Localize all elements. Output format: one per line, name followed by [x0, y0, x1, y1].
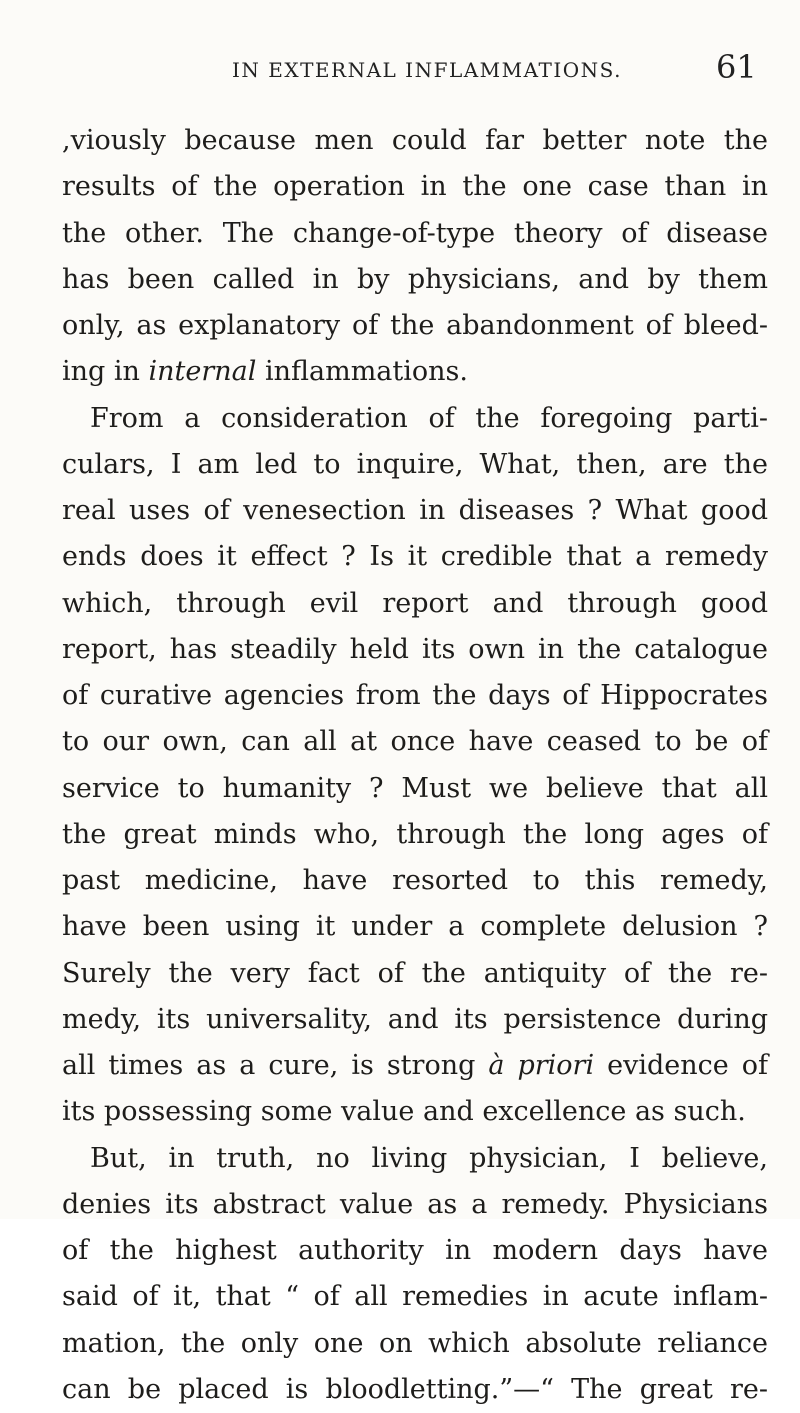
text-line: only, as explanatory of the abandonment of bleed- — [62, 310, 768, 341]
text-line: past medicine, have resorted to this remedy, — [62, 865, 768, 896]
text-line: medy, its universality, and its persistence during — [62, 1003, 768, 1035]
text-line: the great minds who, through the long ages of — [62, 818, 768, 850]
text-line: denies its abstract value as a remedy. Physicians — [62, 1188, 768, 1220]
text-line: of curative agencies from the days of Hippocrates — [62, 680, 768, 711]
italic-text: à priori — [488, 1050, 595, 1081]
text-line — [62, 1043, 768, 1089]
text-line: have been using it under a complete delusion ? — [62, 911, 768, 943]
text-line: Surely the very fact of the antiquity of the re- — [62, 957, 768, 989]
text-line: But, in truth, no living physician, I believe, — [90, 1142, 768, 1174]
text-line: ends does it effect ? Is it credible that a remedy — [62, 541, 768, 573]
text-line: to our own, can all at once have ceased to be of — [62, 726, 768, 758]
text-line: its possessing some value and excellence as such. — [62, 1096, 746, 1128]
text-run: ing in — [62, 356, 149, 388]
text-line: real uses of venesection in diseases ? What good — [62, 495, 768, 526]
text-line: mation, the only one on which absolute reliance — [62, 1327, 768, 1359]
text-line: ,viously because men could far better note the — [62, 125, 768, 156]
text-line: service to humanity ? Must we believe that all — [62, 772, 768, 804]
text-line: results of the operation in the one case than in — [62, 171, 768, 203]
text-line: the other. The change-of-type theory of disease — [62, 217, 768, 249]
text-line: From a consideration of the foregoing parti- — [90, 402, 768, 434]
running-head: IN EXTERNAL INFLAMMATIONS. — [232, 58, 622, 82]
text-line — [62, 349, 768, 395]
text-line: said of it, that “ of all remedies in acute inflam- — [62, 1281, 768, 1313]
text-line: has been called in by physicians, and by them — [62, 263, 768, 295]
text-run: all times as a cure, is strong — [62, 1050, 489, 1081]
text-line: of the highest authority in modern days have — [62, 1235, 768, 1266]
italic-text: internal — [148, 356, 257, 388]
text-run: inflammations. — [256, 356, 468, 388]
text-line: culars, I am led to inquire, What, then, are the — [62, 448, 768, 480]
text-line: can be placed is bloodletting.”—“ The great re- — [62, 1373, 768, 1405]
text-line: report, has steadily held its own in the catalogue — [62, 633, 768, 665]
page-number: 61 — [716, 48, 757, 86]
text-run: evidence of — [594, 1050, 768, 1081]
text-line: which, through evil report and through good — [62, 587, 768, 619]
